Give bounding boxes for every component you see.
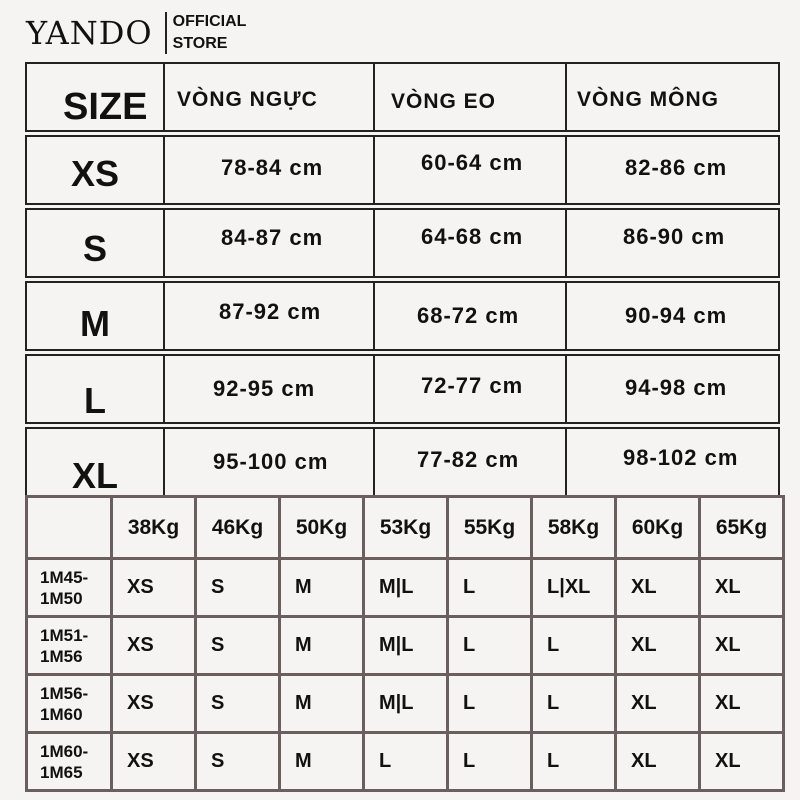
chest-value: 92-95 cm <box>213 376 316 401</box>
table-row <box>27 733 784 791</box>
waist-value: 68-72 cm <box>417 303 520 328</box>
size-cell: L <box>448 733 532 791</box>
size-label: M <box>80 303 110 344</box>
weight-header: 55Kg <box>448 497 532 559</box>
brand-subtitle-line1: OFFICIAL <box>172 13 247 30</box>
size-column-header: SIZE <box>63 86 148 128</box>
size-chart-header-row <box>25 62 780 132</box>
size-cell: XL <box>700 675 784 733</box>
size-cell: XL <box>616 559 700 617</box>
size-cell: L <box>448 559 532 617</box>
size-cell: L <box>532 675 616 733</box>
height-range: 1M45- 1M50 <box>27 559 112 617</box>
size-chart-row <box>25 281 780 351</box>
weight-height-size-table <box>25 495 785 792</box>
size-chart-row <box>25 427 780 497</box>
brand-header <box>26 10 246 56</box>
chest-value: 78-84 cm <box>221 155 324 180</box>
size-cell: XS <box>112 675 196 733</box>
height-range: 1M56- 1M60 <box>27 675 112 733</box>
size-cell: L <box>448 617 532 675</box>
size-cell: M|L <box>364 675 448 733</box>
size-cell: XS <box>112 733 196 791</box>
table-row <box>27 559 784 617</box>
waist-header-cell <box>375 64 567 130</box>
size-cell: M <box>280 559 364 617</box>
brand-logo: YANDO <box>26 14 153 52</box>
size-chart-row <box>25 354 780 424</box>
size-label: S <box>82 228 107 269</box>
height-range: 1M60- 1M65 <box>27 733 112 791</box>
chest-header-cell <box>165 64 375 130</box>
size-cell: S <box>196 675 280 733</box>
size-cell: XL <box>616 617 700 675</box>
weight-header: 65Kg <box>700 497 784 559</box>
hip-value: 94-98 cm <box>625 375 728 400</box>
size-cell: XL <box>700 617 784 675</box>
size-cell: L <box>448 675 532 733</box>
size-cell: XL <box>616 675 700 733</box>
size-cell: M|L <box>364 559 448 617</box>
waist-value: 64-68 cm <box>421 224 524 249</box>
size-cell: M|L <box>364 617 448 675</box>
brand-subtitle-line2: STORE <box>172 35 228 52</box>
size-label: L <box>84 380 106 421</box>
hip-column-header: VÒNG MÔNG <box>577 88 720 111</box>
waist-value: 72-77 cm <box>421 373 524 398</box>
waist-value: 77-82 cm <box>417 447 520 472</box>
size-cell: L <box>532 733 616 791</box>
weight-header: 38Kg <box>112 497 196 559</box>
size-cell: XS <box>112 617 196 675</box>
size-label: XL <box>71 455 118 496</box>
size-cell: M <box>280 733 364 791</box>
size-cell: XL <box>616 733 700 791</box>
brand-subtitle <box>173 11 247 55</box>
weight-header: 58Kg <box>532 497 616 559</box>
table-row <box>27 617 784 675</box>
size-cell: L <box>532 617 616 675</box>
size-measurement-chart <box>25 62 780 497</box>
size-cell: S <box>196 559 280 617</box>
size-cell: XS <box>112 559 196 617</box>
size-cell: XL <box>700 733 784 791</box>
hip-value: 98-102 cm <box>623 445 739 470</box>
chest-value: 84-87 cm <box>221 225 324 250</box>
size-cell: S <box>196 733 280 791</box>
weight-header: 60Kg <box>616 497 700 559</box>
chest-value: 95-100 cm <box>213 449 329 474</box>
weight-header: 53Kg <box>364 497 448 559</box>
hip-header-cell <box>567 64 778 130</box>
size-cell: M <box>280 675 364 733</box>
chest-column-header: VÒNG NGỰC <box>177 88 318 111</box>
weight-header-row <box>27 497 784 559</box>
table-row <box>27 675 784 733</box>
weight-header: 50Kg <box>280 497 364 559</box>
size-cell: L|XL <box>532 559 616 617</box>
hip-value: 86-90 cm <box>623 224 726 249</box>
hip-value: 82-86 cm <box>625 155 728 180</box>
size-chart-row <box>25 135 780 205</box>
size-cell: S <box>196 617 280 675</box>
size-cell: M <box>280 617 364 675</box>
hip-value: 90-94 cm <box>625 303 728 328</box>
height-range: 1M51- 1M56 <box>27 617 112 675</box>
corner-cell <box>27 497 112 559</box>
waist-value: 60-64 cm <box>421 150 524 175</box>
size-header-cell <box>27 64 165 130</box>
size-cell: XL <box>700 559 784 617</box>
weight-header: 46Kg <box>196 497 280 559</box>
brand-divider <box>165 12 167 54</box>
size-label: XS <box>70 153 120 194</box>
size-cell: L <box>364 733 448 791</box>
waist-column-header: VÒNG EO <box>391 90 497 113</box>
size-chart-row <box>25 208 780 278</box>
chest-value: 87-92 cm <box>219 299 322 324</box>
